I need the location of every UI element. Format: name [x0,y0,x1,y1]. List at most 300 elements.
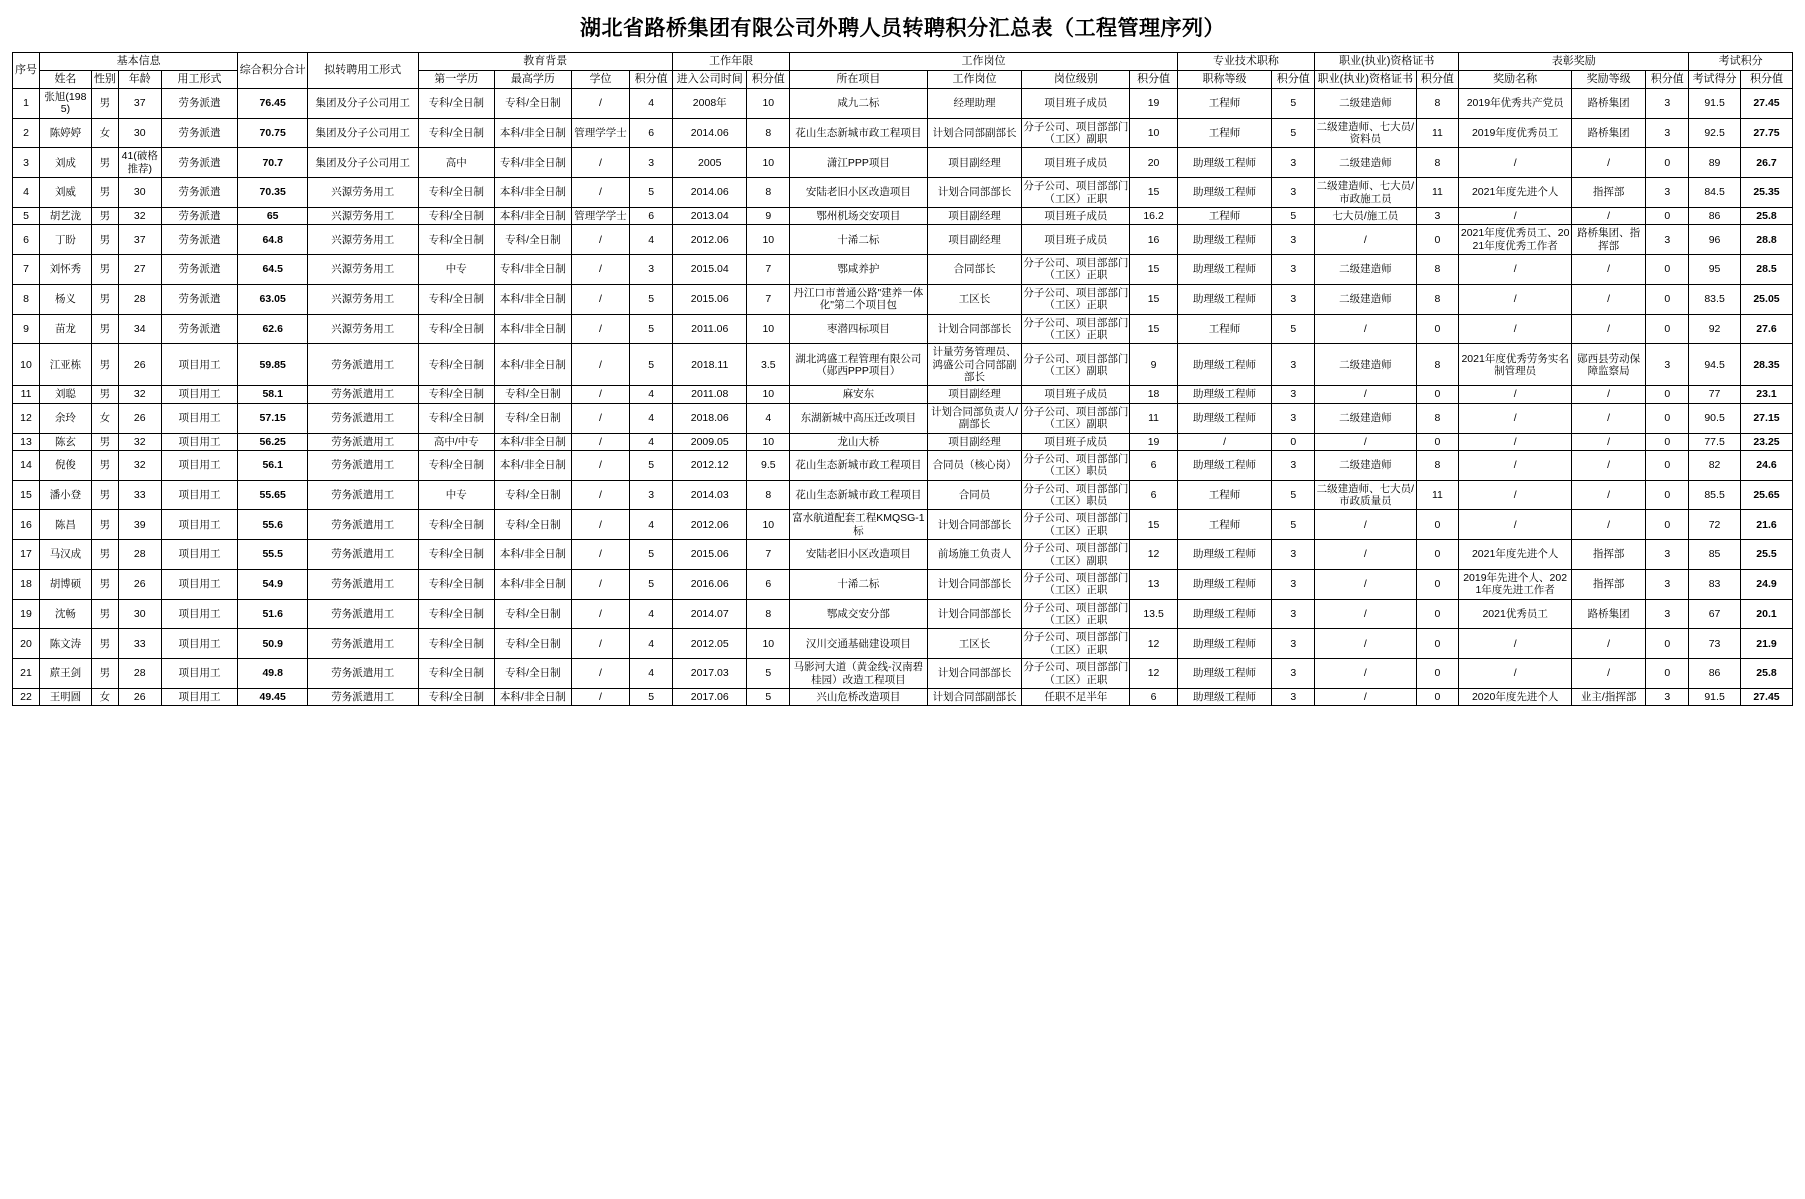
cell-post-level: 分子公司、项目部部门（工区）正职 [1022,178,1130,208]
cell-award-name: / [1459,510,1572,540]
cell-total-score: 51.6 [238,599,308,629]
cell-sex: 男 [91,629,118,659]
cell-cert-points: 8 [1416,450,1459,480]
cell-cert-name: 二级建造师、七大员/市政质量员 [1315,480,1416,510]
cell-exam-points: 25.35 [1740,178,1792,208]
cell-age: 30 [118,118,161,148]
cell-join-points: 10 [747,225,790,255]
cell-plan-form: 兴源劳务用工 [308,207,418,224]
cell-cert-name: / [1315,569,1416,599]
cell-cert-name: 二级建造师 [1315,255,1416,285]
cell-project: 鄂州机场交安项目 [790,207,927,224]
cell-name: 刘聪 [40,386,92,403]
cell-sex: 男 [91,207,118,224]
header-work-post: 工作岗位 [790,53,1178,71]
cell-edu-highest: 专科/全日制 [495,225,572,255]
cell-age: 33 [118,480,161,510]
cell-cert-points: 8 [1416,148,1459,178]
cell-edu-first: 高中 [418,148,495,178]
cell-award-points: 3 [1646,225,1689,255]
cell-employ-form: 项目用工 [161,480,238,510]
cell-sex: 男 [91,569,118,599]
cell-edu-first: 专科/全日制 [418,344,495,386]
cell-employ-form: 项目用工 [161,344,238,386]
cell-cert-points: 0 [1416,569,1459,599]
cell-total-score: 65 [238,207,308,224]
cell-join-points: 8 [747,118,790,148]
table-row [13,403,1793,433]
cell-degree: / [571,480,630,510]
cell-sex: 男 [91,433,118,450]
score-summary-table [12,52,1793,706]
cell-edu-first: 专科/全日制 [418,450,495,480]
cell-exam-points: 26.7 [1740,148,1792,178]
cell-join-points: 10 [747,629,790,659]
cell-award-level: 郧西县劳动保障监察局 [1571,344,1645,386]
cell-join-time: 2005 [673,148,747,178]
cell-edu-points: 4 [630,386,673,403]
cell-employ-form: 项目用工 [161,540,238,570]
cell-award-level: 路桥集团 [1571,118,1645,148]
header-join-points: 积分值 [747,70,790,88]
cell-edu-first: 专科/全日制 [418,225,495,255]
cell-edu-first: 专科/全日制 [418,510,495,540]
cell-exam-points: 27.45 [1740,88,1792,118]
cell-post-level: 项目班子成员 [1022,148,1130,178]
cell-cert-name: / [1315,659,1416,689]
cell-award-points: 3 [1646,344,1689,386]
cell-cert-points: 8 [1416,255,1459,285]
cell-exam-points: 25.65 [1740,480,1792,510]
cell-employ-form: 劳务派遣 [161,88,238,118]
cell-post-points: 12 [1130,540,1177,570]
cell-award-points: 0 [1646,403,1689,433]
cell-employ-form: 劳务派遣 [161,255,238,285]
cell-join-points: 8 [747,599,790,629]
cell-post: 项目副经理 [927,433,1022,450]
cell-cert-points: 0 [1416,659,1459,689]
cell-edu-points: 5 [630,688,673,705]
header-group-row [13,53,1793,71]
cell-join-points: 7 [747,284,790,314]
table-row [13,118,1793,148]
cell-edu-highest: 本科/非全日制 [495,450,572,480]
cell-join-points: 7 [747,540,790,570]
cell-employ-form: 项目用工 [161,386,238,403]
cell-award-name: / [1459,314,1572,344]
cell-cert-name: / [1315,688,1416,705]
cell-sex: 女 [91,403,118,433]
cell-plan-form: 兴源劳务用工 [308,255,418,285]
cell-post: 计划合同部负责人/副部长 [927,403,1022,433]
cell-edu-highest: 专科/全日制 [495,403,572,433]
cell-award-name: / [1459,450,1572,480]
cell-edu-first: 中专 [418,255,495,285]
cell-post: 计划合同部部长 [927,314,1022,344]
cell-title-points: 3 [1272,255,1315,285]
cell-exam-points: 20.1 [1740,599,1792,629]
table-row [13,314,1793,344]
cell-project: 鄂咸交安分部 [790,599,927,629]
cell-sex: 男 [91,599,118,629]
cell-edu-points: 4 [630,510,673,540]
cell-edu-first: 专科/全日制 [418,659,495,689]
cell-award-level: / [1571,480,1645,510]
cell-exam-score: 86 [1689,207,1741,224]
cell-award-level: / [1571,450,1645,480]
cell-plan-form: 劳务派遣用工 [308,510,418,540]
cell-sex: 男 [91,659,118,689]
cell-plan-form: 劳务派遣用工 [308,659,418,689]
cell-exam-score: 94.5 [1689,344,1741,386]
cell-cert-points: 0 [1416,629,1459,659]
cell-employ-form: 项目用工 [161,510,238,540]
header-work-years: 工作年限 [673,53,790,71]
cell-sex: 男 [91,450,118,480]
cell-title-points: 5 [1272,207,1315,224]
cell-join-points: 3.5 [747,344,790,386]
table-body [13,88,1793,705]
cell-cert-name: / [1315,314,1416,344]
cell-exam-score: 91.5 [1689,688,1741,705]
cell-title-points: 3 [1272,599,1315,629]
cell-exam-score: 95 [1689,255,1741,285]
cell-exam-points: 25.8 [1740,659,1792,689]
cell-sex: 男 [91,314,118,344]
cell-index: 14 [13,450,40,480]
cell-cert-name: 二级建造师 [1315,344,1416,386]
cell-exam-points: 27.6 [1740,314,1792,344]
cell-exam-score: 92 [1689,314,1741,344]
cell-total-score: 54.9 [238,569,308,599]
table-row [13,480,1793,510]
cell-title-points: 3 [1272,659,1315,689]
cell-exam-points: 27.75 [1740,118,1792,148]
cell-edu-points: 5 [630,284,673,314]
cell-award-points: 0 [1646,433,1689,450]
cell-index: 12 [13,403,40,433]
cell-exam-score: 77 [1689,386,1741,403]
cell-sex: 男 [91,386,118,403]
cell-total-score: 55.5 [238,540,308,570]
cell-post-points: 13.5 [1130,599,1177,629]
header-post-points: 积分值 [1130,70,1177,88]
cell-exam-points: 23.1 [1740,386,1792,403]
cell-award-points: 3 [1646,118,1689,148]
cell-join-points: 9.5 [747,450,790,480]
table-row [13,599,1793,629]
cell-award-name: 2019年度优秀员工 [1459,118,1572,148]
cell-join-points: 9 [747,207,790,224]
table-row [13,207,1793,224]
cell-age: 32 [118,386,161,403]
cell-post: 合同部长 [927,255,1022,285]
cell-index: 10 [13,344,40,386]
cell-award-name: 2020年度先进个人 [1459,688,1572,705]
header-award-name: 奖励名称 [1459,70,1572,88]
cell-edu-first: 专科/全日制 [418,118,495,148]
header-exam-score: 考试得分 [1689,70,1741,88]
cell-edu-highest: 专科/全日制 [495,386,572,403]
cell-post: 前场施工负责人 [927,540,1022,570]
cell-join-time: 2014.06 [673,178,747,208]
cell-post-points: 6 [1130,688,1177,705]
cell-post-level: 任职不足半年 [1022,688,1130,705]
cell-name: 沈畅 [40,599,92,629]
header-award: 表彰奖励 [1459,53,1689,71]
cell-cert-points: 8 [1416,88,1459,118]
cell-name: 刘怀秀 [40,255,92,285]
cell-award-name: / [1459,480,1572,510]
cell-edu-highest: 本科/非全日制 [495,540,572,570]
cell-post-points: 6 [1130,450,1177,480]
cell-post-points: 6 [1130,480,1177,510]
cell-exam-score: 91.5 [1689,88,1741,118]
cell-post-points: 11 [1130,403,1177,433]
cell-edu-first: 专科/全日制 [418,540,495,570]
cell-edu-highest: 本科/非全日制 [495,569,572,599]
cell-title-level: 工程师 [1177,314,1272,344]
header-project: 所在项目 [790,70,927,88]
cell-cert-name: 二级建造师 [1315,450,1416,480]
table-row [13,88,1793,118]
cell-degree: 管理学学士 [571,207,630,224]
cell-cert-points: 0 [1416,225,1459,255]
cell-title-level: / [1177,433,1272,450]
cell-index: 7 [13,255,40,285]
cell-name: 胡博硕 [40,569,92,599]
header-sex: 性别 [91,70,118,88]
cell-total-score: 49.8 [238,659,308,689]
cell-post-points: 16.2 [1130,207,1177,224]
cell-award-points: 0 [1646,480,1689,510]
cell-award-points: 0 [1646,450,1689,480]
table-row [13,433,1793,450]
cell-employ-form: 项目用工 [161,569,238,599]
cell-award-points: 3 [1646,178,1689,208]
table-row [13,284,1793,314]
cell-post: 合同员 [927,480,1022,510]
cell-degree: / [571,569,630,599]
cell-cert-points: 0 [1416,540,1459,570]
cell-plan-form: 劳务派遣用工 [308,403,418,433]
cell-title-points: 3 [1272,629,1315,659]
cell-sex: 女 [91,688,118,705]
cell-join-time: 2014.03 [673,480,747,510]
table-row [13,178,1793,208]
cell-award-name: / [1459,284,1572,314]
cell-edu-points: 6 [630,207,673,224]
cell-edu-highest: 本科/非全日制 [495,284,572,314]
cell-plan-form: 劳务派遣用工 [308,386,418,403]
cell-title-level: 助理级工程师 [1177,255,1272,285]
cell-project: 马影河大道（黄金线-汉南碧桂园）改造工程项目 [790,659,927,689]
cell-employ-form: 劳务派遣 [161,118,238,148]
cell-age: 33 [118,629,161,659]
cell-award-level: / [1571,629,1645,659]
cell-join-time: 2014.06 [673,118,747,148]
cell-project: 鄂咸养护 [790,255,927,285]
cell-exam-score: 85.5 [1689,480,1741,510]
cell-exam-score: 77.5 [1689,433,1741,450]
cell-edu-points: 3 [630,255,673,285]
cell-edu-first: 中专 [418,480,495,510]
cell-index: 13 [13,433,40,450]
cell-edu-points: 4 [630,599,673,629]
cell-cert-name: / [1315,599,1416,629]
cell-award-level: / [1571,433,1645,450]
cell-award-name: 2021年度先进个人 [1459,540,1572,570]
cell-edu-first: 专科/全日制 [418,314,495,344]
cell-exam-points: 25.05 [1740,284,1792,314]
cell-project: 咸九二标 [790,88,927,118]
cell-age: 37 [118,225,161,255]
cell-award-level: / [1571,386,1645,403]
cell-post: 计划合同部副部长 [927,118,1022,148]
cell-degree: / [571,284,630,314]
cell-name: 陈玄 [40,433,92,450]
cell-join-time: 2014.07 [673,599,747,629]
cell-name: 刘成 [40,148,92,178]
cell-total-score: 64.8 [238,225,308,255]
cell-post-points: 18 [1130,386,1177,403]
cell-sex: 男 [91,284,118,314]
cell-post-level: 分子公司、项目部部门（工区）副职 [1022,344,1130,386]
cell-project: 安陆老旧小区改造项目 [790,178,927,208]
cell-project: 龙山大桥 [790,433,927,450]
table-row [13,659,1793,689]
cell-post-level: 分子公司、项目部部门（工区）正职 [1022,659,1130,689]
cell-age: 41(破格推荐) [118,148,161,178]
cell-award-level: 指挥部 [1571,569,1645,599]
cell-plan-form: 兴源劳务用工 [308,314,418,344]
header-cert-points: 积分值 [1416,70,1459,88]
header-name: 姓名 [40,70,92,88]
cell-age: 28 [118,284,161,314]
cell-post-points: 9 [1130,344,1177,386]
cell-post-level: 分子公司、项目部部门（工区）正职 [1022,599,1130,629]
cell-total-score: 70.7 [238,148,308,178]
cell-edu-points: 4 [630,629,673,659]
cell-plan-form: 劳务派遣用工 [308,450,418,480]
cell-degree: / [571,314,630,344]
cell-name: 陈婷婷 [40,118,92,148]
cell-award-points: 0 [1646,255,1689,285]
cell-edu-first: 专科/全日制 [418,386,495,403]
cell-project: 花山生态新城市政工程项目 [790,118,927,148]
cell-join-time: 2015.06 [673,540,747,570]
cell-cert-name: / [1315,386,1416,403]
cell-sex: 男 [91,540,118,570]
cell-name: 胡艺泷 [40,207,92,224]
cell-post: 计划合同部部长 [927,178,1022,208]
cell-post: 项目副经理 [927,386,1022,403]
cell-award-name: / [1459,148,1572,178]
cell-degree: / [571,450,630,480]
cell-total-score: 58.1 [238,386,308,403]
cell-edu-highest: 本科/非全日制 [495,688,572,705]
cell-project: 十浠二标 [790,569,927,599]
cell-degree: / [571,433,630,450]
cell-post: 合同员（核心岗） [927,450,1022,480]
cell-plan-form: 集团及分子公司用工 [308,118,418,148]
cell-name: 倪俊 [40,450,92,480]
cell-exam-score: 83.5 [1689,284,1741,314]
cell-plan-form: 集团及分子公司用工 [308,148,418,178]
cell-award-name: 2021年度先进个人 [1459,178,1572,208]
cell-post-points: 16 [1130,225,1177,255]
cell-total-score: 49.45 [238,688,308,705]
cell-join-time: 2011.06 [673,314,747,344]
cell-post-level: 分子公司、项目部部门（工区）副职 [1022,540,1130,570]
cell-plan-form: 劳务派遣用工 [308,569,418,599]
cell-age: 30 [118,178,161,208]
cell-title-level: 助理级工程师 [1177,629,1272,659]
cell-age: 32 [118,433,161,450]
cell-cert-name: / [1315,433,1416,450]
cell-post-level: 分子公司、项目部部门（工区）正职 [1022,629,1130,659]
cell-award-points: 0 [1646,148,1689,178]
cell-award-name: 2019年先进个人、2021年度先进工作者 [1459,569,1572,599]
cell-name: 张旭(1985) [40,88,92,118]
cell-index: 16 [13,510,40,540]
cell-award-points: 3 [1646,569,1689,599]
cell-project: 丹江口市普通公路"建养一体化"第二个项目包 [790,284,927,314]
cell-title-points: 3 [1272,344,1315,386]
cell-exam-points: 25.8 [1740,207,1792,224]
cell-sex: 男 [91,255,118,285]
cell-title-points: 3 [1272,225,1315,255]
cell-edu-points: 4 [630,433,673,450]
cell-post: 项目副经理 [927,207,1022,224]
cell-post: 计划合同部副部长 [927,688,1022,705]
cell-exam-score: 90.5 [1689,403,1741,433]
cell-edu-points: 4 [630,225,673,255]
cell-award-level: / [1571,403,1645,433]
header-cert: 职业(执业)资格证书 [1315,53,1459,71]
cell-post: 计量劳务管理员、鸿盛公司合同部副部长 [927,344,1022,386]
header-tech-title: 专业技术职称 [1177,53,1314,71]
cell-exam-score: 73 [1689,629,1741,659]
cell-degree: / [571,403,630,433]
cell-award-points: 0 [1646,386,1689,403]
cell-award-points: 0 [1646,314,1689,344]
cell-exam-score: 86 [1689,659,1741,689]
cell-exam-points: 21.6 [1740,510,1792,540]
cell-award-level: 路桥集团 [1571,599,1645,629]
cell-title-level: 助理级工程师 [1177,659,1272,689]
cell-age: 26 [118,344,161,386]
cell-age: 28 [118,540,161,570]
cell-age: 27 [118,255,161,285]
cell-total-score: 70.75 [238,118,308,148]
cell-index: 17 [13,540,40,570]
cell-title-points: 3 [1272,178,1315,208]
table-row [13,569,1793,599]
cell-exam-points: 21.9 [1740,629,1792,659]
cell-award-points: 0 [1646,207,1689,224]
header-employ-form: 用工形式 [161,70,238,88]
cell-exam-points: 24.9 [1740,569,1792,599]
cell-index: 20 [13,629,40,659]
cell-post-points: 20 [1130,148,1177,178]
cell-edu-highest: 专科/全日制 [495,88,572,118]
cell-post-level: 分子公司、项目部部门（工区）职员 [1022,480,1130,510]
cell-cert-points: 11 [1416,178,1459,208]
cell-plan-form: 集团及分子公司用工 [308,88,418,118]
cell-join-time: 2011.08 [673,386,747,403]
cell-age: 32 [118,450,161,480]
